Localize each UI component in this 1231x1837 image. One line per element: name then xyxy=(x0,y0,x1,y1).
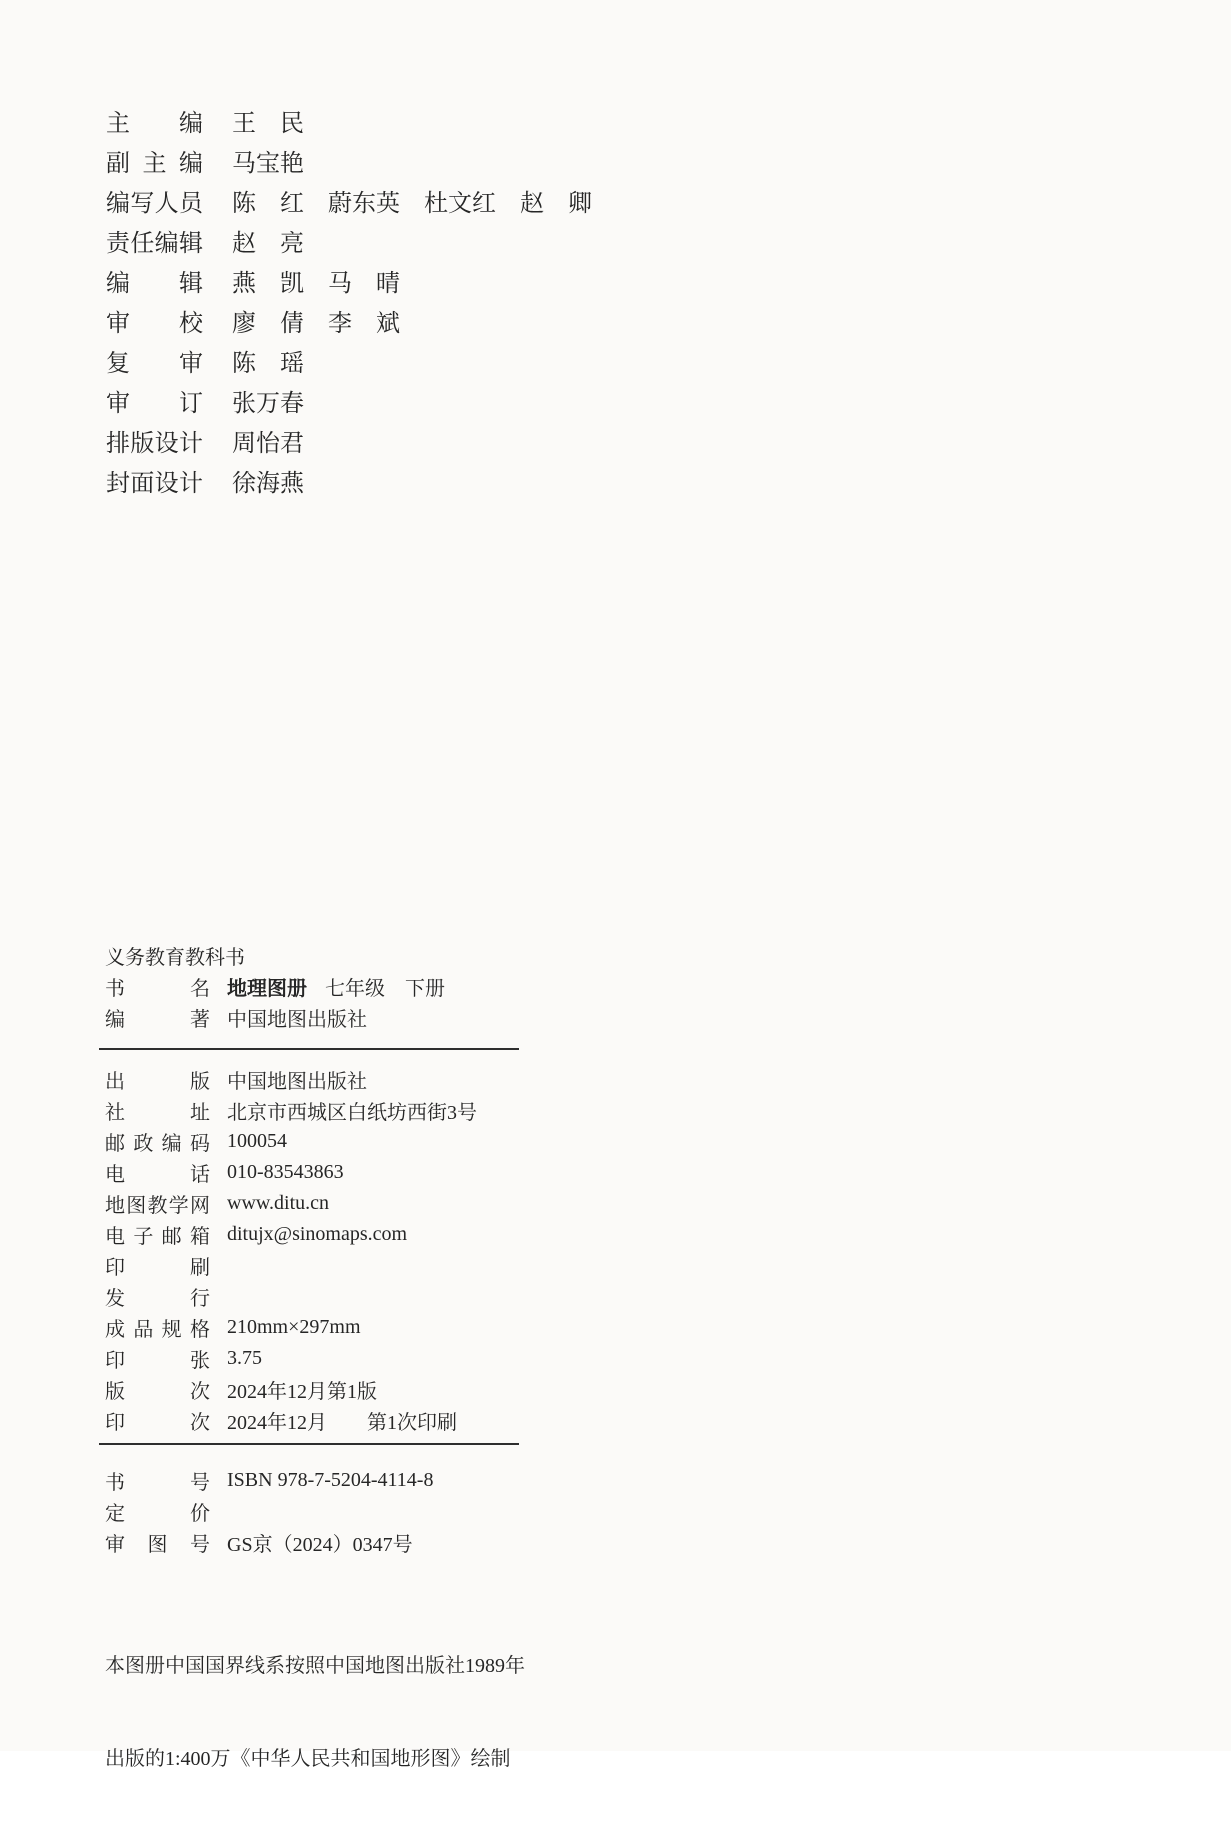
book-title-grade: 七年级 下册 xyxy=(325,978,445,1000)
field-label: 印 刷 xyxy=(105,1257,210,1279)
field-label: 出 版 xyxy=(105,1071,210,1093)
credit-names: 赵 亮 xyxy=(232,230,304,257)
field-label: 电 话 xyxy=(105,1164,210,1186)
field-label: 邮 政 编 码 xyxy=(105,1133,210,1155)
format-row xyxy=(105,1312,525,1343)
field-value: www.ditu.cn xyxy=(227,1192,330,1214)
credit-role-label: 主 编 xyxy=(106,110,203,137)
boundary-note-line: 出版的1:400万《中华人民共和国地形图》绘制 xyxy=(105,1748,511,1770)
credit-role-label: 排 版 设 计 xyxy=(106,430,203,457)
credit-role-label: 责 任 编 辑 xyxy=(106,230,203,257)
credit-names: 燕 凯 马 晴 xyxy=(232,270,400,297)
credit-role-label: 编 写 人 员 xyxy=(106,190,203,217)
field-label: 成 品 规 格 xyxy=(105,1319,210,1341)
credit-row-proofreaders xyxy=(106,300,592,340)
credit-role-label: 编 辑 xyxy=(106,270,203,297)
printer-row xyxy=(105,1250,525,1281)
field-value: 中国地图出版社 xyxy=(227,1009,367,1031)
credit-names: 马宝艳 xyxy=(232,150,304,177)
credit-names: 周怡君 xyxy=(232,430,304,457)
edition-row xyxy=(105,1374,525,1405)
book-title-row xyxy=(105,971,525,1002)
book-title xyxy=(227,972,445,1001)
price-row xyxy=(105,1496,525,1527)
postcode-row xyxy=(105,1126,525,1157)
credit-role-label: 副 主 编 xyxy=(106,150,203,177)
credit-row-layout-designer xyxy=(106,420,592,460)
phone-row xyxy=(105,1157,525,1188)
field-label: 版 次 xyxy=(105,1381,210,1403)
credit-row-editors xyxy=(106,260,592,300)
sheets-row xyxy=(105,1343,525,1374)
publication-colophon xyxy=(105,940,525,1837)
field-label: 社 址 xyxy=(105,1102,210,1124)
editorial-credits xyxy=(106,100,592,500)
credit-row-cover-designer xyxy=(106,460,592,500)
credit-row-chief-editor xyxy=(106,100,592,140)
credit-row-writers xyxy=(106,180,592,220)
credit-role-label: 封 面 设 计 xyxy=(106,470,203,497)
book-title-main: 地理图册 xyxy=(227,978,307,1000)
distributor-row xyxy=(105,1281,525,1312)
credit-names: 廖 倩 李 斌 xyxy=(232,310,400,337)
credit-names: 王 民 xyxy=(232,110,304,137)
email-row xyxy=(105,1219,525,1250)
field-value: 2024年12月 第1次印刷 xyxy=(227,1412,457,1434)
printing-row xyxy=(105,1405,525,1436)
credit-names: 张万春 xyxy=(232,390,304,417)
credit-row-deputy-editor xyxy=(106,140,592,180)
boundary-note xyxy=(105,1589,525,1837)
field-value: 100054 xyxy=(227,1130,287,1152)
credit-role-label: 审 校 xyxy=(106,310,203,337)
website-row xyxy=(105,1188,525,1219)
publisher-row xyxy=(105,1064,525,1095)
credit-row-approver xyxy=(106,380,592,420)
credit-names: 徐海燕 xyxy=(232,470,304,497)
field-value: 010-83543863 xyxy=(227,1161,344,1183)
field-label: 印 次 xyxy=(105,1412,210,1434)
credit-names: 陈 瑶 xyxy=(232,350,304,377)
address-row xyxy=(105,1095,525,1126)
field-value: 北京市西城区白纸坊西街3号 xyxy=(227,1102,477,1124)
field-label: 编 著 xyxy=(105,1009,210,1031)
credit-names: 陈 红 蔚东英 杜文红 赵 卿 xyxy=(232,190,592,217)
map-approval-row xyxy=(105,1527,525,1558)
series-title: 义务教育教科书 xyxy=(105,947,245,969)
field-value: ditujx@sinomaps.com xyxy=(227,1223,408,1245)
author-row xyxy=(105,1002,525,1033)
field-value: 2024年12月第1版 xyxy=(227,1381,377,1403)
field-label: 电 子 邮 箱 xyxy=(105,1226,210,1248)
credit-role-label: 复 审 xyxy=(106,350,203,377)
field-label: 地 图 教 学 网 xyxy=(105,1195,210,1217)
field-value: 210mm×297mm xyxy=(227,1316,361,1338)
credit-role-label: 审 订 xyxy=(106,390,203,417)
divider xyxy=(99,1048,519,1050)
field-label: 发 行 xyxy=(105,1288,210,1310)
boundary-note-line: 本图册中国国界线系按照中国地图出版社1989年 xyxy=(105,1655,525,1677)
field-value: GS京（2024）0347号 xyxy=(227,1534,413,1556)
field-value: ISBN 978-7-5204-4114-8 xyxy=(227,1469,434,1491)
field-label: 书 名 xyxy=(105,978,210,1000)
credit-row-reviewer xyxy=(106,340,592,380)
divider xyxy=(99,1443,519,1445)
field-value: 中国地图出版社 xyxy=(227,1071,367,1093)
field-label: 审 图 号 xyxy=(105,1534,210,1556)
isbn-row xyxy=(105,1465,525,1496)
field-label: 定 价 xyxy=(105,1503,210,1525)
field-value: 3.75 xyxy=(227,1347,262,1369)
credit-row-responsible-editor xyxy=(106,220,592,260)
field-label: 书 号 xyxy=(105,1472,210,1494)
field-label: 印 张 xyxy=(105,1350,210,1372)
